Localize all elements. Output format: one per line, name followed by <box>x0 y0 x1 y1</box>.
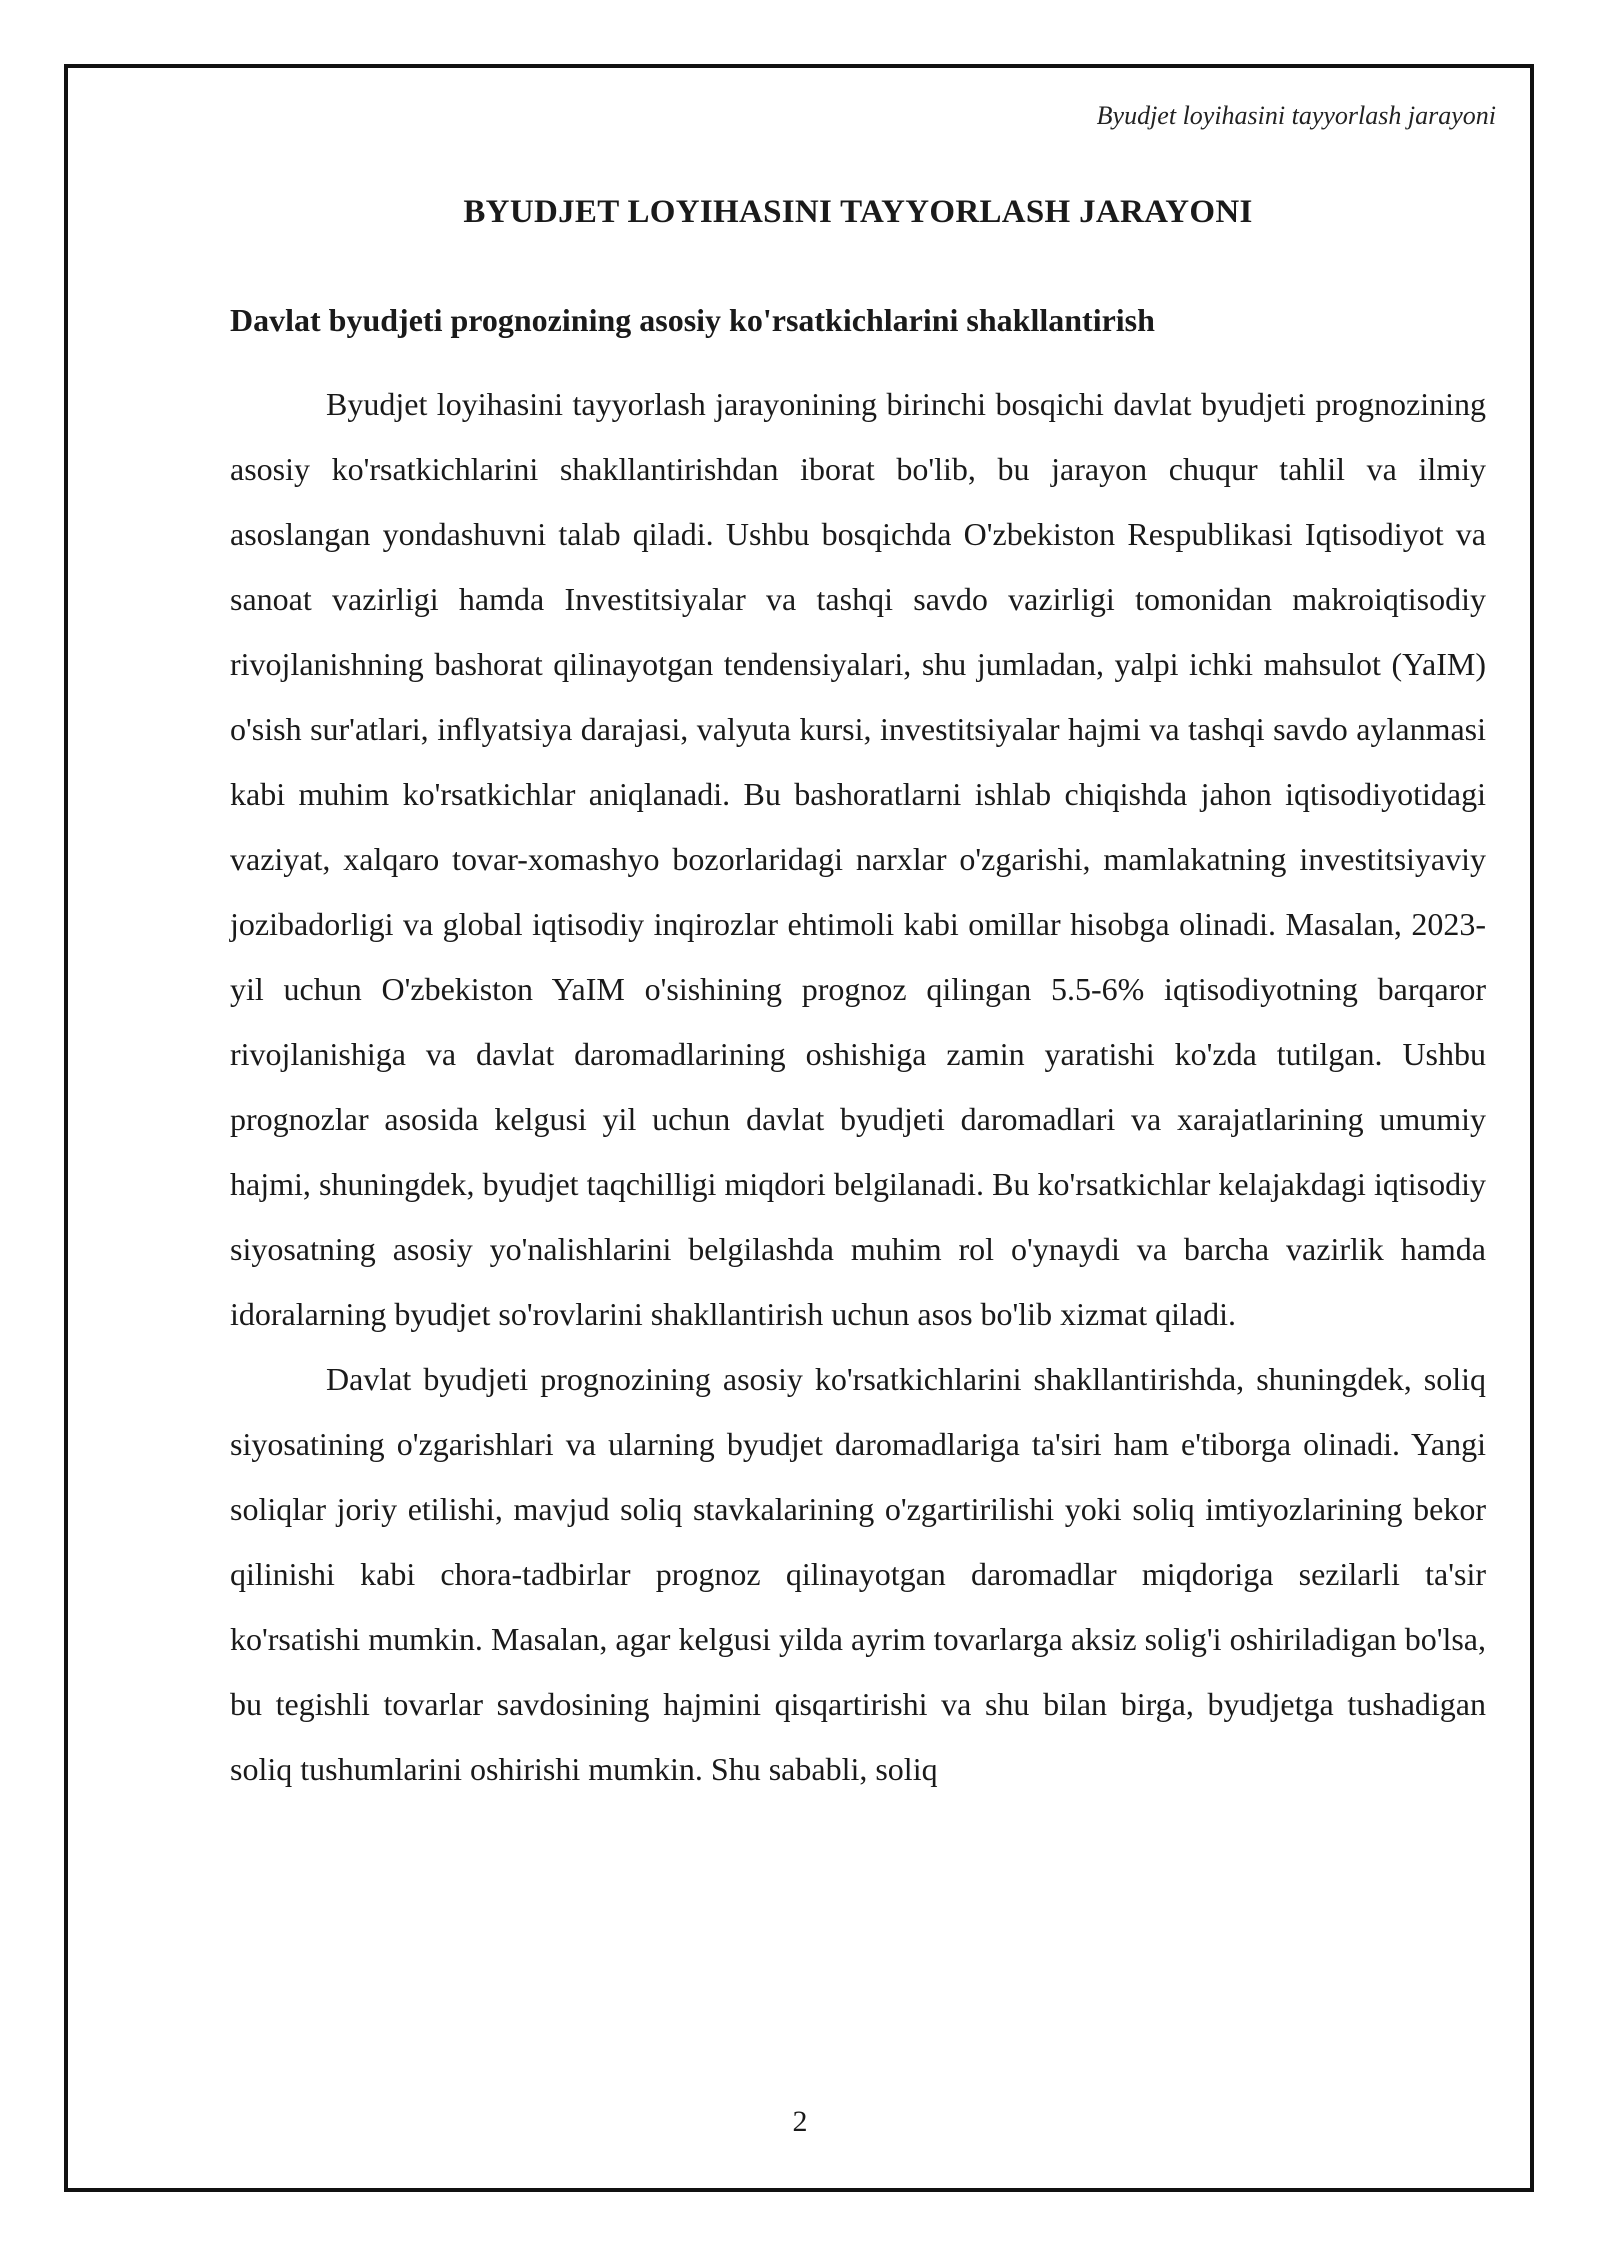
paragraph-1: Byudjet loyihasini tayyorlash jarayonining birinchi bosqichi davlat byudjeti prognozining asosiy ko'rsatkichlarini shakllantirishdan iborat bo'lib, bu jarayon chuqur tahlil va ilmiy asoslangan yondashuvni talab qiladi. Ushbu bosqichda O'zbekiston Respublikasi Iqtisodiyot va sanoat vazirligi hamda Investitsiyalar va tashqi savdo vazirligi tomonidan makroiqtisodiy rivojlanishning bashorat qilinayotgan tendensiyalari, shu jumladan, yalpi ichki mahsulot (YaIM) o'sish sur'atlari, inflyatsiya darajasi, valyuta kursi, investitsiyalar hajmi va tashqi savdo aylanmasi kabi muhim ko'rsatkichlar aniqlanadi. Bu bashoratlarni ishlab chiqishda jahon iqtisodiyotidagi vaziyat, xalqaro tovar-xomashyo bozorlaridagi narxlar o'zgarishi, mamlakatning investitsiyaviy jozibadorligi va global iqtisodiy inqirozlar ehtimoli kabi omillar hisobga olinadi. Masalan, 2023-yil uchun O'zbekiston YaIM o'sishining prognoz qilingan 5.5-6% iqtisodiyotning barqaror rivojlanishiga va davlat daromadlarining oshishiga zamin yaratishi ko'zda tutilgan. Ushbu prognozlar asosida kelgusi yil uchun davlat byudjeti daromadlari va xarajatlarining umumiy hajmi, shuningdek, byudjet taqchilligi miqdori belgilanadi. Bu ko'rsatkichlar kelajakdagi iqtisodiy siyosatning asosiy yo'nalishlarini belgilashda muhim rol o'ynaydi va barcha vazirlik hamda idoralarning byudjet so'rovlarini shakllantirish uchun asos bo'lib xizmat qiladi. <box>230 386 1486 1332</box>
page-number: 2 <box>792 2105 808 2138</box>
section-heading: Davlat byudjeti prognozining asosiy ko'rsatkichlarini shakllantirish <box>230 302 1155 338</box>
body-text <box>230 372 1486 1802</box>
running-header: Byudjet loyihasini tayyorlash jarayoni <box>1096 101 1496 130</box>
document-title: BYUDJET LOYIHASINI TAYYORLASH JARAYONI <box>463 194 1253 230</box>
paragraph-2: Davlat byudjeti prognozining asosiy ko'rsatkichlarini shakllantirishda, shuningdek, soliq siyosatining o'zgarishlari va ularning byudjet daromadlariga ta'siri ham e'tiborga olinadi. Yangi soliqlar joriy etilishi, mavjud soliq stavkalarining o'zgartirilishi yoki soliq imtiyozlarining bekor qilinishi kabi chora-tadbirlar prognoz qilinayotgan daromadlar miqdoriga sezilarli ta'sir ko'rsatishi mumkin. Masalan, agar kelgusi yilda ayrim tovarlarga aksiz solig'i oshiriladigan bo'lsa, bu tegishli tovarlar savdosining hajmini qisqartirishi va shu bilan birga, byudjetga tushadigan soliq tushumlarini oshirishi mumkin. Shu sababli, soliq <box>230 1361 1486 1787</box>
